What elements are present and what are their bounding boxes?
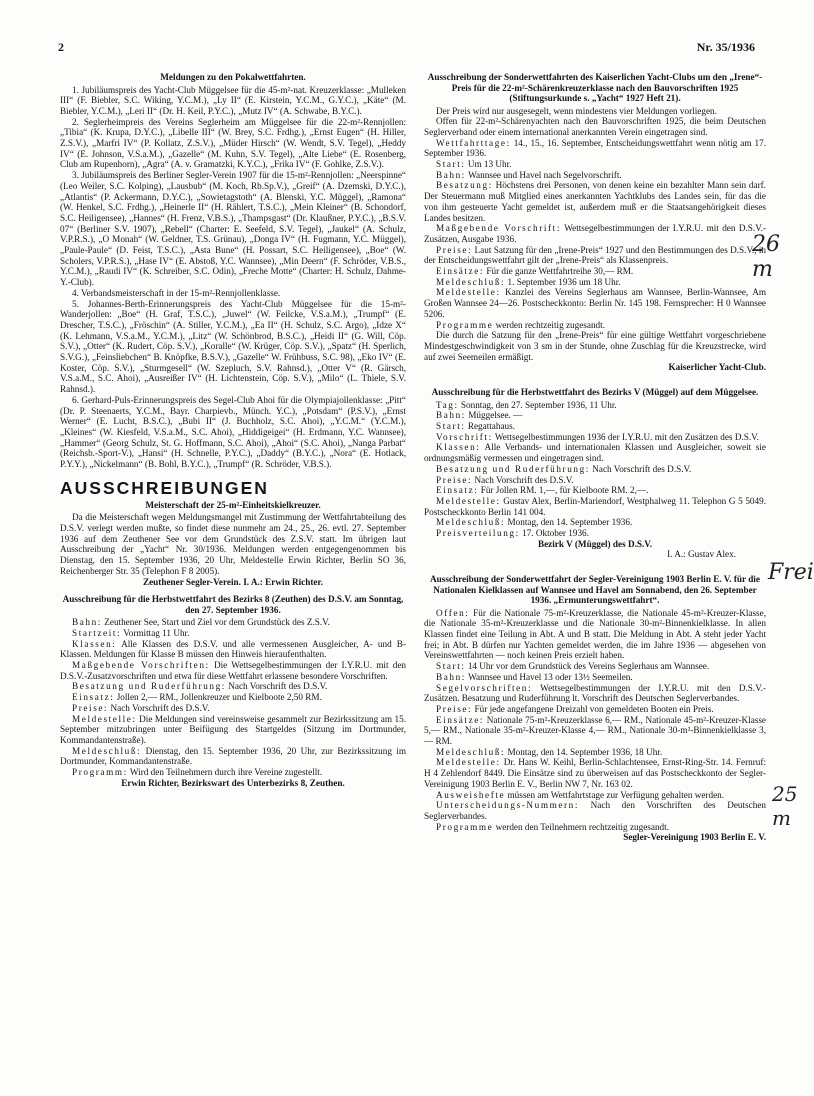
condition-paragraph [424,180,766,223]
condition-paragraph [60,660,406,681]
pokal-entry: 5. Johannes-Berth-Erinnerungspreis des Yacht-Club Müggelsee für die 15-m²-Wanderjollen: „Boe“ (H. Graf, T.S.C.), „Juwel“ (W. Feilcke, V.S.a.M.), „Trumpf“ (E. Drescher, T.S.C.), „Fröschin“ (A. Stiller, Y.C.M.), „Ea II“ (H. Schulz, S.C. Argo), „Idze X“ (K. Lehmann, V.S.a.M., Y.C.M.), „Litz“ (W. Schönbrod, B.S.C.), „Heidi II“ (G. Will, Cöp. S.V.), „Otter“ (K. Rudert, Cöp. S.V.), „Koralle“ (W. Krüger, Cöp. S.V.), „Spatz“ (H. Sperlich, S.V.G.), „Feinsliebchen“ B. Knöpfke, B.S.V.), „Gazelle“ W. Frühbuss, S.C. 98), „Eko IV“ (E. Koster, Cöp. S.V.), „Sturmgesell“ (W. Szepluch, S.V. Rahnsd.), „Otter V“ (R. Gärsch, V.S.a.M., S.C. Ahoi), „Ausreißer IV“ (H. Lichtenstein, Cöp. S.V.), „Milo“ (L. Thiele, S.V. Rahnsd.). [60,298,406,395]
condition-text: Gustav Alex, Berlin-Mariendorf, Westphalweg 11. Telephon G 5 5049. Postscheckkonto Berlin 141 004. [424,495,766,517]
condition-label: Programme [436,319,494,330]
condition-text: Wird den Teilnehmern durch ihre Vereine zugestellt. [127,767,323,778]
condition-paragraph [424,747,766,758]
condition-paragraph [424,528,766,539]
condition-paragraph [424,790,766,801]
kyc-title: Ausschreibung der Sonderwettfahrten des Kaiserlichen Yacht-Clubs um den „Irene“-Preis für die 22-m²-Schärenkreuzerklasse nach den Bauvorschriften 1925 (Stiftungsurkunde s. „Yacht“ 1927 Heft 21). [427,72,763,103]
condition-text: Wettsegelbestimmungen 1936 der I.Y.R.U. mit den Zusätzen des D.S.V. [492,431,759,442]
condition-paragraph [424,661,766,672]
condition-paragraph [424,442,766,463]
bezirk5-conditions [424,400,766,539]
condition-label: Meldeschluß: [436,517,506,528]
condition-label: Meldestelle: [436,757,501,768]
condition-text: Höchstens drei Personen, von denen keine ein bezahlter Mann sein darf. Der Steuermann muß Mitglied eines anerkannten Yachtklubs des Landes sein, für das die von ihm gesteuerte Yacht gemeldet ist, außerdem muß er die Staatsangehörigkeit dieses Landes besitzen. [424,180,766,223]
right-column [424,72,766,843]
condition-paragraph [424,800,766,821]
condition-label: Meldestelle: [72,713,137,724]
condition-paragraph [424,138,766,159]
condition-text: 17. Oktober 1936. [519,528,589,539]
condition-text: Montag, den 14. September 1936, 18 Uhr. [505,746,663,757]
condition-text: Um 13 Uhr. [465,159,512,170]
condition-label: Meldeschluß: [436,276,506,287]
meister-title: Meisterschaft der 25-m²-Einheitskielkreuzer. [145,499,321,510]
condition-paragraph [60,714,406,746]
pokal-entry: 4. Verbandsmeisterschaft in der 15-m²-Rennjollenklasse. [72,287,281,298]
condition-text: Müggelsee. — [465,410,523,421]
condition-label: Meldestelle: [436,495,501,506]
meister-signature: Zeuthener Segler-Verein. I. A.: Erwin Richter. [142,576,324,587]
condition-paragraph [60,639,406,660]
handwritten-note: 26 m [752,232,780,282]
condition-text: Nach den Vorschriften des Deutschen Seglerverbandes. [424,800,766,821]
condition-paragraph [424,287,766,319]
zeuthen-conditions [60,617,406,778]
bezirk5-signature-ia: I. A.: Gustav Alex. [667,549,736,560]
condition-paragraph [424,400,766,411]
condition-label: Einsatz: [436,485,479,496]
condition-text: Wannsee und Havel 13 oder 13½ Seemeilen. [465,671,633,682]
condition-label: Klassen: [72,638,117,649]
condition-label: Start: [436,661,466,672]
condition-label: Offen: [436,607,470,618]
condition-paragraph [60,617,406,628]
condition-label: Einsätze: [436,266,485,277]
condition-text: Sonntag, den 27. September 1936, 11 Uhr. [458,399,617,410]
condition-text: Montag, den 14. September 1936. [505,517,633,528]
condition-text: werden rechtzeitig zugesandt. [493,319,605,330]
condition-label: Preise: [436,703,473,714]
condition-text: Alle Klassen des D.S.V. und alle vermessenen Ausgleicher, A- und B-Klassen. Meldungen für Klasse B müssen den Hinweis hieraufenthalten. [60,638,406,660]
left-column [60,72,406,788]
ausschreibungen-heading: AUSSCHREIBUNGEN [60,477,269,498]
condition-text: Für jede angefangene Dreizahl von gemeldeten Booten ein Preis. [472,703,714,714]
condition-label: Einsätze: [436,714,485,725]
condition-label: Bahn: [436,169,466,180]
condition-text: Nach Vorschrift des D.S.V. [472,474,574,485]
handwritten-note: 25 m [772,782,798,830]
pokal-entry: 1. Jubiläumspreis des Yacht-Club Müggelsee für die 45-m²-nat. Kreuzerklasse: „Mulleken III“ (F. Biebler, S.C. Wiking, Y.C.M.), „Ly II“ (E. Kirstein, Y.C.M., G.Y.C.), „Käte“ (M. Biebler, Y.C.M.), „Leri II“ (Dr. H. Keil, P.Y.C.), „Mutz IV“ (A. Schwabe, B.Y.C.). [60,84,406,116]
condition-paragraph [424,421,766,432]
sv1903-conditions [424,608,766,833]
page-number: 2 [58,40,64,54]
condition-paragraph [424,822,766,833]
condition-paragraph [424,266,766,277]
condition-label: Bahn: [436,410,466,421]
condition-label: Meldeschluß: [436,746,506,757]
condition-text: Kanzlei des Vereins Seglerhaus am Wannsee, Berlin-Wannsee, Am Großen Wannsee 24—26. Postscheckkonto: Berlin Nr. 145 198. Fernsprecher: H 0 Wannsee 5206. [424,287,766,319]
condition-paragraph [424,159,766,170]
sv1903-title: Ausschreibung der Sonderwettfahrt der Segler-Vereinigung 1903 Berlin E. V. für die Nationalen Kielklassen auf Wannsee und Havel am Sonnabend, den 26. September 1936. „Ermunterungswettfahrt“. [430,574,760,606]
condition-paragraph [424,277,766,288]
condition-text: Für Jollen RM. 1,—, für Kielboote RM. 2,—. [478,485,649,496]
condition-label: Bahn: [436,671,466,682]
condition-label: Preise: [436,474,473,485]
condition-text: 14 Uhr vor dem Grundstück des Vereins Seglerhaus am Wannsee. [465,661,710,672]
condition-text: 14., 15., 16. September, Entscheidungswettfahrt wenn nötig am 17. September 1936. [424,137,766,159]
condition-paragraph [60,767,406,778]
condition-paragraph [424,496,766,517]
pokal-entry: 6. Gerhard-Puls-Erinnerungspreis des Segel-Club Ahoi für die Olympiajollenklasse: „Pitt“ (Dr. P. Steenaerts, Y.C.M., Bayr. Charpievb., Münch. Y.C.), „Potsdam“ (P.S.V.), „Ernst Werner“ (E. Lucht, B.S.C.), „Bubi II“ (J. Buchholz, S.C. Ahoi), „Y.C.M.“ (Y.C.M.), „Kleines“ (W. Kiesfeld, V.S.a.M., S.C. Ahoi), „Hiddigeigei“ (H. Erdmann, Y.C. Wannsee), „Hammer“ (Georg Schulz, St. G. Hoffmann, S.C. Ahoi), „Ahoi“ (S.C. Ahoi), „Nanga Parbat“ (Reichsb.-Sport-V.), „Hansi“ (H. Schnelle, P.Y.C.), „Daddy“ (B.Y.C.), „Nora“ (E. Hotlack, P.Y.Y.), „Nickelmann“ (B. Bohl, B.Y.C.), „Trumpf“ (R. Schröder, V.B.S.). [60,394,406,470]
pokal-entry: 3. Jubiläumspreis des Berliner Segler-Verein 1907 für die 15-m²-Rennjollen: „Neerspinne“ (Leo Weiler, S.C. Kolping), „Lausbub“ (M. Koch, Rb.Sp.V.), „Greif“ (A. Dzemski, D.Y.C.), „Atlantis“ (P. Ackermann, D.Y.C.), „Sowietagstoth“ (A. Blenski, Y.C. Müggel), „Ramona“ (W. Henkel, S.C. Frdhg.), „Heinerle II“ (H. Rählert, T.S.C.), „Mein Kleiner“ (B. Schondorf, S.C. Heiligensee), „Hannes“ (H. Frenz, V.B.S.), „Thampsgast“ (Dr. Klaußner, P.Y.C.), „B.S.V. 07“ (Berliner S.V. 1907), „Rebell“ (Charter: E. Seefeld, S.V. Tegel), „Jaukel“ (A. Schulz, V.P.R.S.), „O Monah“ (W. Geldner, T.S. Grünau), „Donga IV“ (H. Fugmann, Y.C. Müggel), „Paule-Paule“ (D. Feist, T.S.C.), „Asta Bune“ (H. Possart, S.C. Heiligensee), „Boe“ (W. Scholers, V.P.R.S.), „Hase IV“ (E. Abstoß, Y.C. Wannsee), „Min Deern“ (F. Schröder, V.B.S., Y.C.M.), „Raudi IV“ (K. Schreiber, S.C. Odin), „Freche Motte“ (Charter: H. Schulz, Dahme-Y.-Club). [60,170,406,288]
condition-paragraph [60,692,406,703]
kyc-conditions [424,138,766,331]
condition-paragraph [424,464,766,475]
bezirk5-signature: Bezirk V (Müggel) des D.S.V. [537,538,653,549]
condition-text: müssen am Wettfahrtstage zur Verfügung gehalten werden. [505,789,725,800]
condition-text: Regattahaus. [465,420,516,431]
condition-label: Tag: [436,399,459,410]
condition-paragraph [424,672,766,683]
condition-label: Maßgebende Vorschriften: [72,660,210,671]
sv1903-signature: Segler-Vereinigung 1903 Berlin E. V. [623,832,766,843]
condition-label: Start: [436,420,466,431]
condition-paragraph [60,746,406,767]
bezirk5-title: Ausschreibung für die Herbstwettfahrt des Bezirks V (Müggel) auf dem Müggelsee. [431,387,759,398]
condition-paragraph [424,245,766,266]
condition-paragraph [424,320,766,331]
condition-label: Programme [436,821,494,832]
condition-paragraph [424,410,766,421]
condition-paragraph [424,223,766,244]
condition-paragraph [60,628,406,639]
condition-paragraph [60,681,406,692]
condition-label: Meldestelle: [436,287,501,298]
condition-label: Preisverteilung: [436,528,520,539]
pokal-title: Meldungen zu den Pokalwettfahrten. [160,72,306,82]
kyc-intro: Der Preis wird nur ausgesegelt, wenn mindestens vier Meldungen vorliegen. [436,105,717,116]
condition-text: Dienstag, den 15. September 1936, 20 Uhr, zur Bezirkssitzung im Dortmunder, Kommandantenstraße. [60,745,406,767]
condition-label: Programm: [72,767,128,778]
condition-text: Dr. Hans W. Keihl, Berlin-Schlachtensee, Ernst-Ring-Str. 14. Fernruf: H 4 Zehlendorf 8449. Die Einsätze sind zu überweisen auf das Postscheckkonto der Segler-Vereinigung 1903 Berlin E. V., Berlin NW 7, Nr. 163 02. [424,757,766,789]
condition-paragraph [424,432,766,443]
condition-text: Die Meldungen sind vereinsweise gesammelt zur Bezirkssitzung am 15. September mitzubringen unter Beifügung des Startgeldes (Sitzung im Dortmunder, Kommandantenstraße). [60,713,406,745]
condition-text: Für die Nationale 75-m²-Kreuzerklasse, die Nationale 45-m²-Kreuzer-Klasse, die Nationale 35-m²-Kreuzerklasse und die Nationale 30-m²-Binnenkielklasse. In allen Klassen findet eine Teilung in Abt. A und B statt. Die Meldung in Abt. A steht jeder Yacht frei; in Abt. B dürfen nur Yachten gemeldet werden, die im Jahre 1936 — abgesehen von Vereinswettfahrten — noch keinen Preis erzielt haben. [424,607,766,661]
condition-text: Nach Vorschrift des D.S.V. [589,463,692,474]
condition-text: Die Wettsegelbestimmungen der I.Y.R.U. mit den D.S.V.-Zusatzvorschriften und etwa für diese Wettfahrt erlassene besondere Vorschriften. [60,660,406,681]
condition-label: Maßgebende Vorschrift: [436,223,561,234]
condition-label: Segelvorschriften: [436,682,533,693]
condition-paragraph [424,608,766,662]
condition-label: Preise: [72,702,109,713]
condition-text: Nach Vorschrift des D.S.V. [108,702,210,713]
kyc-intro: Offen für 22-m²-Schärenyachten nach den Bauvorschriften 1925, die beim Deutschen Seglerverband oder einem international anerkannten Verein eingetragen sind. [424,116,766,137]
condition-label: Vorschrift: [436,431,493,442]
condition-text: Zeuthener See, Start und Ziel vor dem Grundstück des Z.S.V. [101,617,330,628]
condition-label: Startzeit: [72,627,122,638]
condition-text: Vormittag 11 Uhr. [121,627,190,638]
condition-paragraph [424,475,766,486]
condition-label: Start: [436,159,466,170]
condition-text: Wannsee und Havel nach Segelvorschrift. [465,169,622,180]
condition-paragraph [424,485,766,496]
meister-text: Da die Meisterschaft wegen Meldungsmangel mit Zustimmung der Wettfahrtabteilung des D.S.V. verlegt werden mußte, so findet diese nunmehr am 24., 25., 26. evtl. 27. September 1936 auf dem Zeuthener See vor dem Grundstück des Z.S.V. statt. Im übrigen laut Ausschreibung der „Yacht“ Nr. 30/1936. Meldungen werden entgegengenommen bis Dienstag, den 15. September 1936, 20 Uhr, Meldestelle Erwin Richter, Berlin SO 36, Reichenberger Str. 35 (Telephon F 8 2005). [60,512,406,576]
condition-paragraph [60,703,406,714]
condition-label: Wettfahrttage: [436,137,511,148]
condition-text: Alle Verbands- und internationalen Klassen und Ausgleicher, soweit sie ordnungsmäßig vermessen und eingetragen sind. [424,442,766,464]
kyc-closing: Die durch die Satzung für den „Irene-Preis“ für eine gültige Wettfahrt vorgeschriebene Mindestgeschwindigkeit von 3 sm in der Stunde, ohne Zuschlag für die Kreuzstrecke, wird auf zwei Seemeilen ermäßigt. [424,330,766,362]
issue-number: Nr. 35/1936 [696,40,755,54]
condition-text: Nationale 75-m²-Kreuzerklasse 6,— RM., Nationale 45-m²-Kreuzer-Klasse 5,— RM., Nationale 35-m²-Kreuzer-Klasse 4,— RM., Nationale 30-m²-Binnenkielklasse 3,— RM. [424,714,766,747]
condition-text: 1. September 1936 um 18 Uhr. [505,276,621,287]
zeuthen-title: Ausschreibung für die Herbstwettfahrt des Bezirks 8 (Zeuthen) des D.S.V. am Sonntag, den 27. September 1936. [62,594,404,615]
condition-text: werden den Teilnehmern rechtzeitig zugesandt. [493,821,669,832]
condition-paragraph [424,170,766,181]
condition-paragraph [424,517,766,528]
kyc-signature: Kaiserlicher Yacht-Club. [668,362,766,373]
condition-text: Jollen 2,— RM., Jollenkreuzer und Kielboote 2,50 RM. [114,692,322,703]
condition-label: Preise: [436,244,473,255]
condition-paragraph [424,683,766,704]
condition-paragraph [424,704,766,715]
condition-label: Meldeschluß: [72,745,142,756]
condition-text: Nach Vorschrift des D.S.V. [225,681,328,692]
condition-text: Wettsegelbestimmungen der I.Y.R.U. mit den D.S.V.-Zusätzen, Ausgabe 1936. [424,223,766,244]
condition-text: Für die ganze Wettfahrtreihe 30,— RM. [484,266,634,277]
condition-paragraph [424,757,766,789]
pokal-entry: 2. Seglerheimpreis des Vereins Seglerheim am Müggelsee für die 22-m²-Rennjollen: „Tibia“ (K. Krupa, D.Y.C.), „Libelle III“ (W. Brey, S.C. Frdhg.), „Ernst Eugen“ (H. Hiller, Z.S.V.), „Marfri IV“ (P. Kollatz, Z.S.V.), „Müder Hirsch“ (W. Wendt, S.V. Tegel), „Heddy IV“ (E. Johnson, V.S.a.M.), „Gazelle“ (M. Kuhn, S.V. Tegel), „Alte Liebe“ (E. Rosenberg, Club am Rupenhorn), „Agra“ (A. v. Gramatzki, K.Y.C.), „Frika IV“ (F. Gohlke, Z.S.V.). [60,116,406,170]
condition-text: Wettsegelbestimmungen der I.Y.R.U. mit den D.S.V.-Zusätzen. Besatzung und Ruderführung lt. Vorschrift des Deutschen Seglerverbandes. [424,682,766,704]
condition-label: Einsatz: [72,692,115,703]
condition-label: Bahn: [72,617,102,628]
condition-label: Ausweishefte [436,789,506,800]
condition-label: Klassen: [436,442,481,453]
condition-label: Besatzung: [436,180,493,191]
condition-label: Besatzung und Ruderführung: [436,463,590,474]
condition-text: Laut Satzung für den „Irene-Preis“ 1927 und den Bestimmungen des D.S.V., in der Entscheidungswettfahrt gilt der „Irene-Preis“ als Klassenpreis. [424,244,766,266]
condition-paragraph [424,715,766,747]
condition-label: Unterscheidungs-Nummern: [436,800,580,811]
zeuthen-signature: Erwin Richter, Bezirkswart des Unterbezirks 8, Zeuthen. [121,777,345,788]
handwritten-note: Frei [768,560,814,585]
condition-label: Besatzung und Ruderführung: [72,681,226,692]
